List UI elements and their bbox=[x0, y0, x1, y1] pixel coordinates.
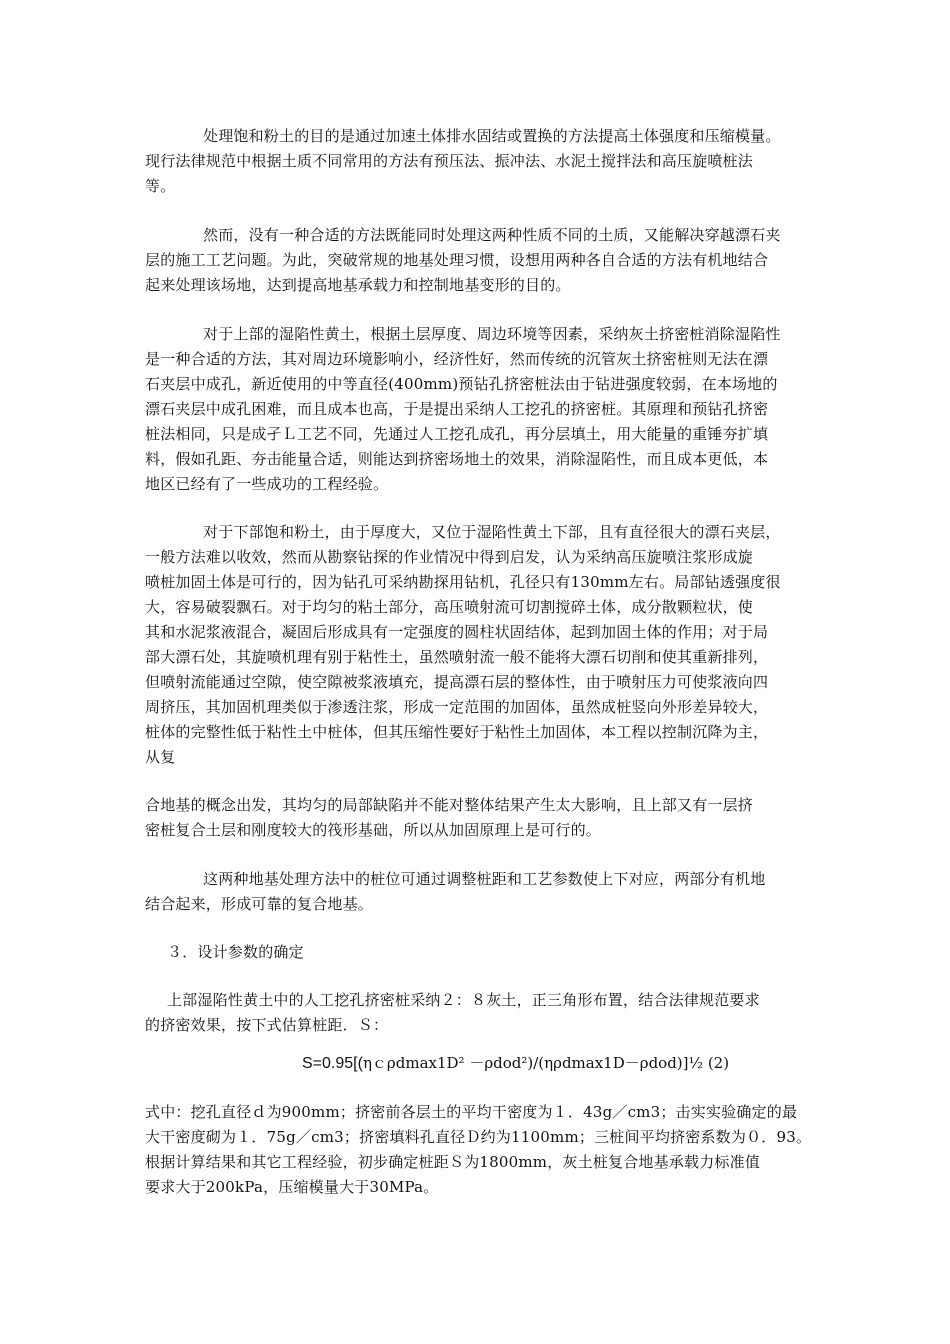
paragraph-1-line-3: 等。 bbox=[145, 177, 176, 195]
paragraph-3-line-5: 桩法相同，只是成孑Ｌ工艺不同，先通过人工挖孔成孔，再分层填土，用大能量的重锤夯扩填 bbox=[145, 425, 769, 443]
paragraph-5-line-1: 合地基的概念出发，其均匀的局部缺陷并不能对整体结果产生太大影响，且上部又有一层挤 bbox=[145, 796, 754, 814]
paragraph-3-line-4: 漂石夹层中成孔困难，而且成本也高，于是提出采纳人工挖孔的挤密桩。其原理和预钻孔挤密 bbox=[145, 400, 769, 418]
paragraph-4-line-4: 大，容易破裂飘石。对于均匀的粘土部分，高压喷射流可切割搅碎土体，成分散颗粒状，使 bbox=[145, 598, 754, 616]
paragraph-8-line-4: 要求大于200kPa，压缩模量大于30MPa。 bbox=[145, 1178, 439, 1196]
paragraph-3-line-7: 地区已经有了一些成功的工程经验。 bbox=[145, 475, 389, 493]
paragraph-4-line-3: 喷桩加固土体是可行的，因为钻孔可采纳勘探用钻机，孔径只有130mm左右。局部钻透强度很 bbox=[145, 573, 781, 591]
formula bbox=[302, 1053, 729, 1074]
paragraph-4-line-10: 从复 bbox=[145, 748, 176, 766]
paragraph-5-line-2: 密桩复合土层和刚度较大的筏形基础，所以从加固原理上是可行的。 bbox=[145, 821, 602, 839]
paragraph-8-line-1: 式中：挖孔直径ｄ为900mm；挤密前各层土的平均干密度为１．43g／cm3；击实实验确定的最 bbox=[145, 1103, 798, 1121]
paragraph-8-line-3: 根据计算结果和其它工程经验，初步确定桩距Ｓ为1800mm，灰土桩复合地基承载力标准值 bbox=[145, 1153, 761, 1171]
paragraph-3-line-6: 料，假如孔距、夯击能量合适，则能达到挤密场地土的效果，消除湿陷性，而且成本更低，本 bbox=[145, 450, 769, 468]
paragraph-1-line-2: 现行法律规范中根据土质不同常用的方法有预压法、振冲法、水泥土搅拌法和高压旋喷桩法 bbox=[145, 152, 754, 170]
paragraph-3-line-1: 对于上部的湿陷性黄土，根据土层厚度、周边环境等因素，采纳灰土挤密桩消除湿陷性 bbox=[203, 325, 781, 343]
paragraph-8-line-2: 大干密度砌为１．75g／cm3；挤密填料孔直径Ｄ约为1100mm；三桩间平均挤密系数为０．93。 bbox=[145, 1128, 812, 1146]
paragraph-4-line-9: 桩体的完整性低于粘性土中桩体，但其压缩性要好于粘性土加固体，本工程以控制沉降为主， bbox=[145, 723, 769, 741]
paragraph-7-line-1: 上部湿陷性黄土中的人工挖孔挤密桩采纳２：８灰土，正三角形布置，结合法律规范要求 bbox=[167, 991, 760, 1009]
formula-lead: S=0.95[( bbox=[302, 1055, 363, 1072]
paragraph-2-line-2: 层的施工工艺问题。为此，突破常规的地基处理习惯，设想用两种各自合适的方法有机地结合 bbox=[145, 251, 769, 269]
paragraph-3-line-2: 是一种合适的方法，其对周边环境影响小，经济性好，然而传统的沉管灰土挤密桩则无法在漂 bbox=[145, 350, 769, 368]
paragraph-4-line-1: 对于下部饱和粉土，由于厚度大，又位于湿陷性黄土下部，且有直径很大的漂石夹层， bbox=[203, 523, 781, 541]
section-heading: ３．设计参数的确定 bbox=[167, 943, 304, 961]
paragraph-2-line-3: 起来处理该场地，达到提高地基承载力和控制地基变形的目的。 bbox=[145, 276, 571, 294]
paragraph-6-line-1: 这两种地基处理方法中的桩位可通过调整桩距和工艺参数使上下对应，两部分有机地 bbox=[203, 870, 766, 888]
paragraph-4-line-2: 一般方法难以收效，然而从勘察钻探的作业情况中得到启发，认为采纳高压旋喷注浆形成旋 bbox=[145, 548, 754, 566]
paragraph-6-line-2: 结合起来，形成可靠的复合地基。 bbox=[145, 895, 374, 913]
paragraph-1-line-1: 处理饱和粉土的目的是通过加速土体排水固结或置换的方法提高土体强度和压缩模量。 bbox=[203, 127, 781, 145]
paragraph-4-line-8: 周挤压，其加固机理类似于渗透注浆，形成一定范围的加固体，虽然成桩竖向外形差异较大， bbox=[145, 698, 769, 716]
paragraph-3-line-3: 石夹层中成孔，新近使用的中等直径(400mm)预钻孔挤密桩法由于钻进强度较弱，在本场地的 bbox=[145, 375, 778, 393]
paragraph-2-line-1: 然而，没有一种合适的方法既能同时处理这两种性质不同的土质，又能解决穿越漂石夹 bbox=[203, 226, 781, 244]
paragraph-4-line-6: 部大漂石处，其旋喷机理有别于粘性土，虽然喷射流一般不能将大漂石切削和使其重新排列， bbox=[145, 648, 769, 666]
paragraph-4-line-7: 但喷射流能通过空隙，使空隙被浆液填充，提高漂石层的整体性，由于喷射压力可使浆液向四 bbox=[145, 673, 769, 691]
paragraph-4-line-5: 其和水泥浆液混合，凝固后形成具有一定强度的圆柱状固结体，起到加固土体的作用；对于局 bbox=[145, 623, 769, 641]
formula-rest: ηｃρdmax1D² －ρdod²)/(ηρdmax1D－ρdod)]½ (2) bbox=[362, 1054, 730, 1072]
paragraph-7-line-2: 的挤密效果，按下式估算桩距．Ｓ： bbox=[145, 1016, 389, 1034]
